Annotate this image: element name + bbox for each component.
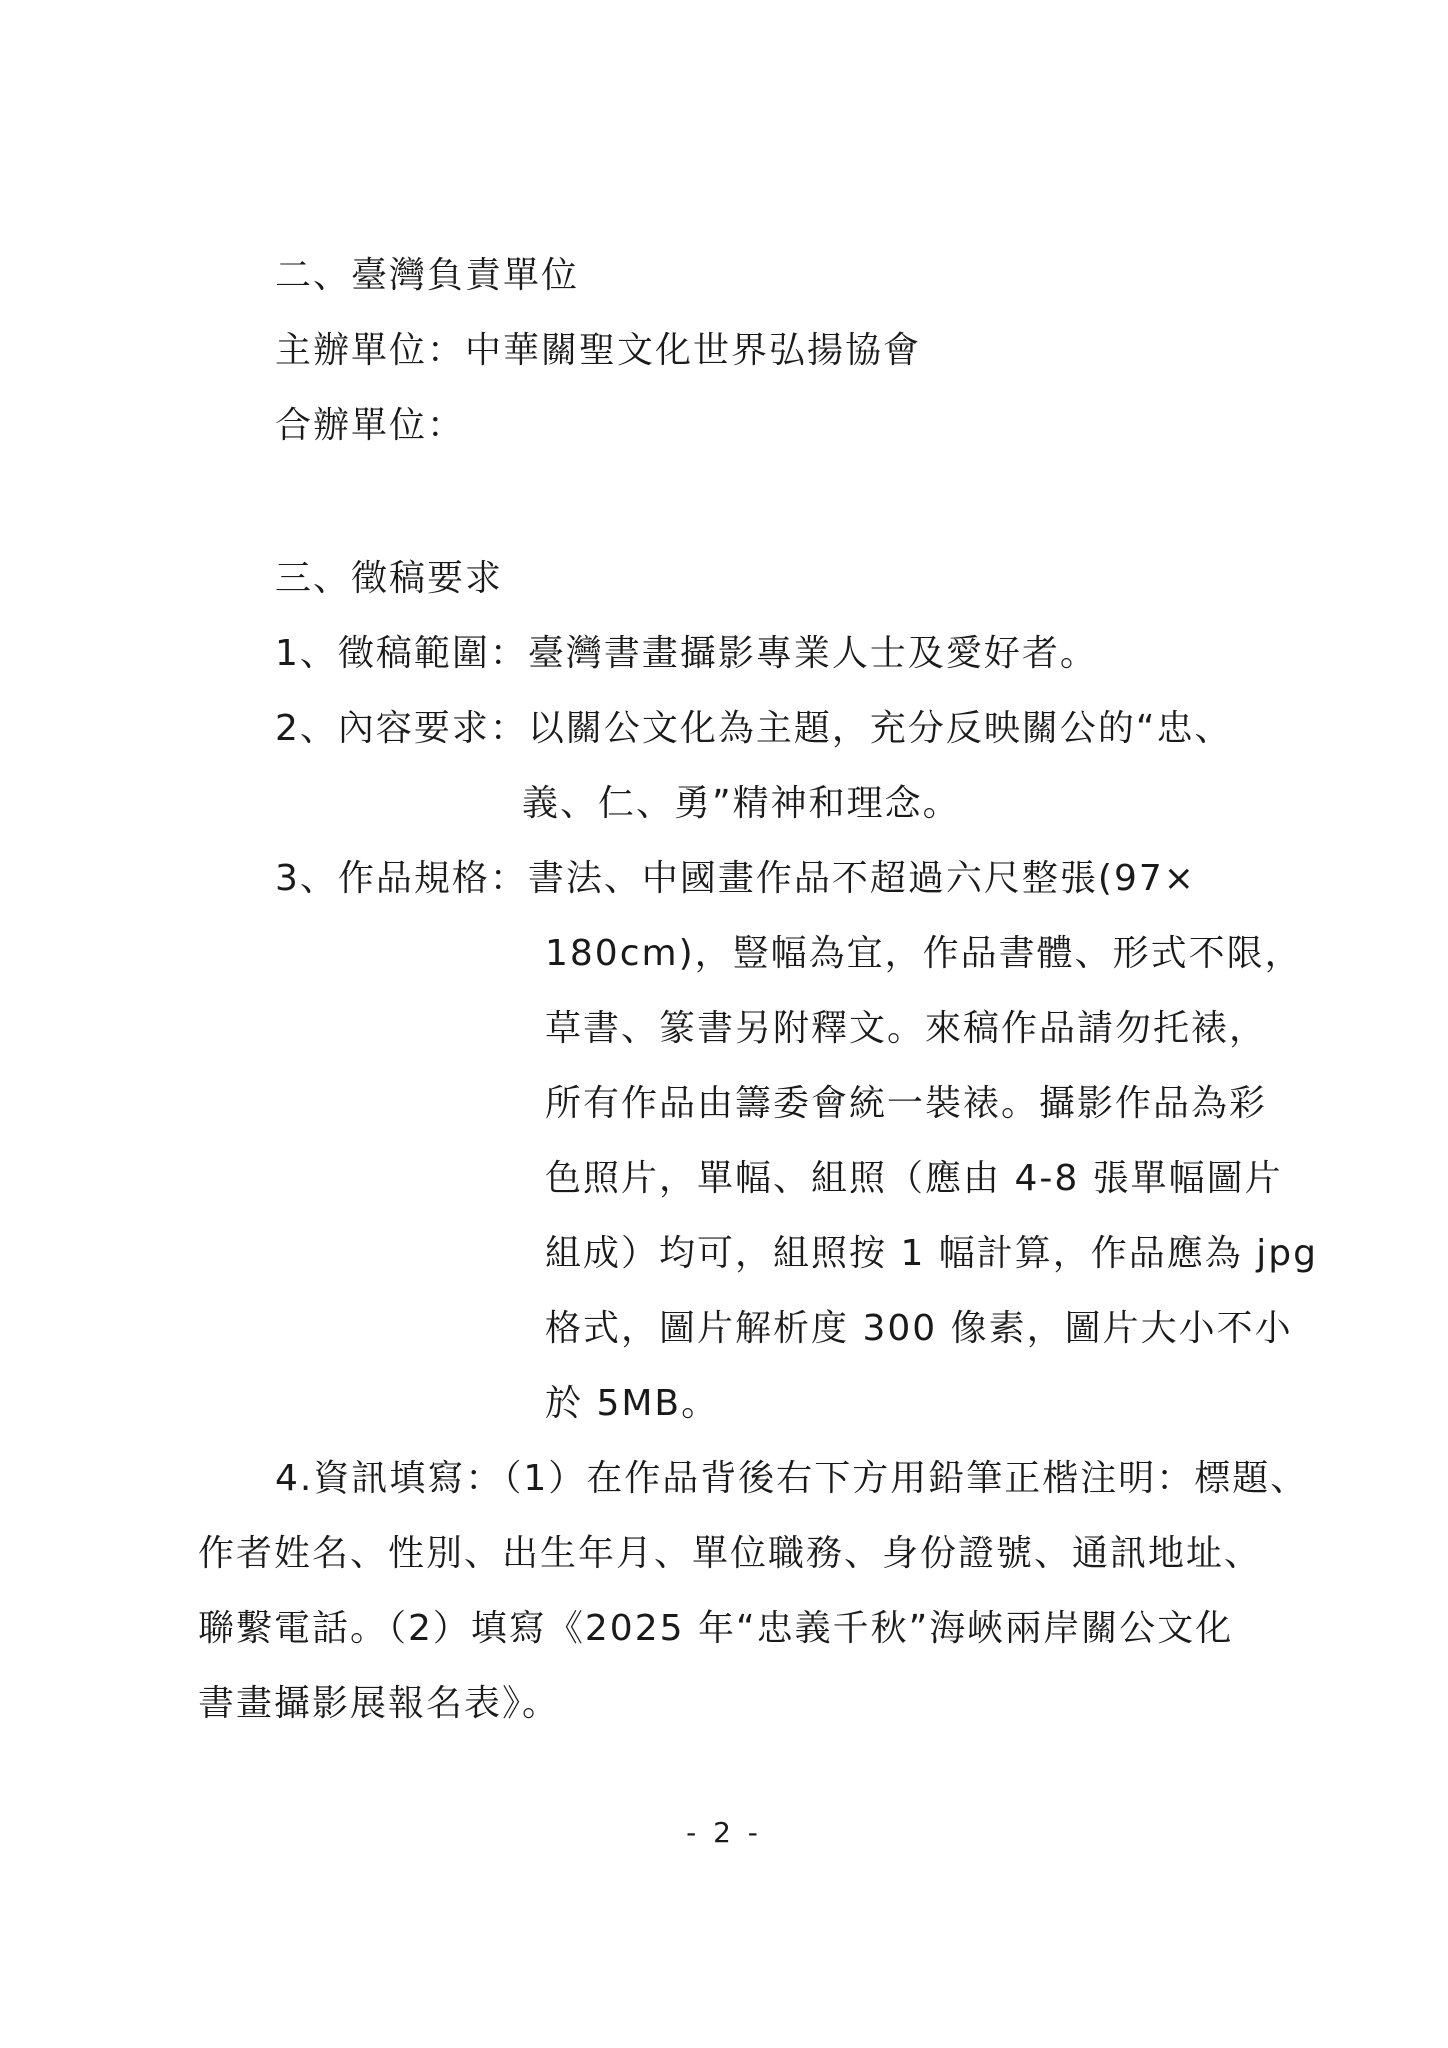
requirement-item-2-line-2: 義、仁、勇”精神和理念。 bbox=[522, 783, 961, 824]
requirement-item-3-line-3: 草書、篆書另附釋文。來稿作品請勿托裱， bbox=[545, 1008, 1268, 1049]
requirement-item-3-line-7: 格式，圖片解析度 300 像素，圖片大小不小 bbox=[545, 1308, 1293, 1349]
requirement-item-4-line-4: 書畫攝影展報名表》。 bbox=[198, 1683, 561, 1724]
requirement-item-3-line-6: 組成）均可，組照按 1 幅計算，作品應為 jpg bbox=[545, 1233, 1318, 1274]
section-heading-3: 三、徵稿要求 bbox=[275, 558, 504, 599]
requirement-item-1: 1、徵稿範圍：臺灣書畫攝影專業人士及愛好者。 bbox=[275, 633, 1098, 674]
requirement-item-4-line-1: 4.資訊填寫：（1）在作品背後右下方用鉛筆正楷注明：標題、 bbox=[275, 1458, 1309, 1499]
co-organizer-line: 合辦單位： bbox=[275, 405, 466, 446]
requirement-item-4-line-3: 聯繫電話。（2）填寫《2025 年“忠義千秋”海峽兩岸關公文化 bbox=[198, 1608, 1234, 1649]
requirement-item-3-line-4: 所有作品由籌委會統一裝裱。攝影作品為彩 bbox=[545, 1083, 1268, 1124]
requirement-item-3-line-2: 180cm)，豎幅為宜，作品書體、形式不限， bbox=[545, 933, 1303, 974]
organizer-line: 主辦單位：中華關聖文化世界弘揚協會 bbox=[275, 330, 922, 371]
requirement-item-3-line-1: 3、作品規格：書法、中國畫作品不超過六尺整張(97× bbox=[275, 858, 1196, 899]
page-number: - 2 - bbox=[686, 1816, 762, 1849]
requirement-item-3-line-5: 色照片，單幅、組照（應由 4-8 張單幅圖片 bbox=[545, 1158, 1283, 1199]
requirement-item-2-line-1: 2、內容要求：以關公文化為主題，充分反映關公的“忠、 bbox=[275, 708, 1233, 749]
requirement-item-4-line-2: 作者姓名、性別、出生年月、單位職務、身份證號、通訊地址、 bbox=[198, 1533, 1263, 1574]
section-heading-2: 二、臺灣負責單位 bbox=[275, 255, 580, 296]
requirement-item-3-line-8: 於 5MB。 bbox=[545, 1383, 720, 1424]
